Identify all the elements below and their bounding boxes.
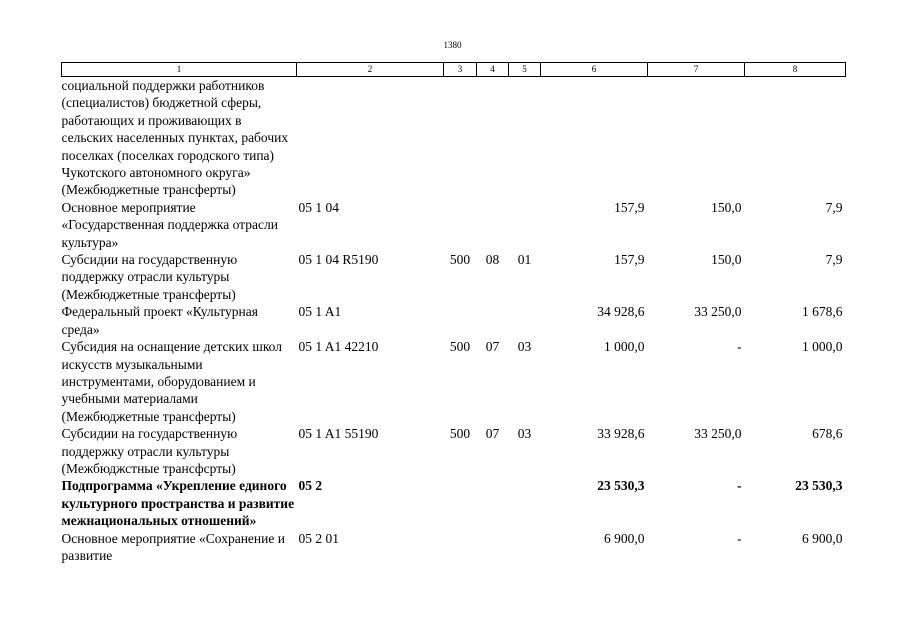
row-col5 [509,477,541,529]
table-row [62,77,846,199]
row-code: 05 2 01 [298,530,339,546]
column-header-3: 3 [444,63,477,77]
row-code [297,77,444,199]
row-col4: 08 [485,252,500,268]
row-name: Федеральный проект «Культурная среда» [61,304,258,337]
column-header-6: 6 [541,63,648,77]
table-header-row [62,63,846,77]
row-code: 05 1 A1 55190 [298,426,379,442]
row-federal: 33 250,0 [694,304,742,320]
row-regional: 678,6 [812,426,843,442]
table-row [62,199,846,251]
column-header-8: 8 [745,63,846,77]
row-col5 [509,77,541,199]
row-col5: 01 [517,252,532,268]
column-header-4: 4 [477,63,509,77]
row-total [541,77,648,199]
row-col4: 07 [485,426,500,442]
row-federal: 150,0 [711,252,742,268]
row-col5: 03 [517,426,532,442]
row-name: Основное мероприятие «Государственная поддержка отрасли культура» [61,199,278,250]
row-total: 157,9 [614,252,645,268]
row-code: 05 2 [298,478,323,494]
row-total: 34 928,6 [597,304,645,320]
row-col3 [444,199,477,251]
row-col3: 500 [449,252,471,268]
row-code: 05 1 04 [298,199,339,215]
row-regional: 6 900,0 [802,530,843,546]
row-col5 [509,303,541,338]
row-regional: 1 000,0 [802,339,843,355]
column-header-1: 1 [62,63,297,77]
row-col5 [509,199,541,251]
table-row [62,477,846,529]
row-col4 [477,303,509,338]
row-name: Подпрограмма «Укрепление единого культурного пространства и развитие межнациональных отношений» [61,478,295,529]
column-header-7: 7 [648,63,745,77]
row-total: 23 530,3 [597,478,645,494]
row-regional: 7,9 [825,252,843,268]
row-federal [648,77,745,199]
row-name: социальной поддержки работников (специалистов) бюджетной сферы, работающих и проживающих в сельских населенных пунктах, рабочих поселках (поселках городского типа) Чукотского автономного округа» (Межбюджетные трансферты) [61,78,289,198]
row-col3 [444,530,477,565]
row-regional: 1 678,6 [802,304,843,320]
row-regional: 7,9 [825,199,843,215]
row-col4 [477,199,509,251]
column-header-2: 2 [297,63,444,77]
row-col3 [444,477,477,529]
table-row [62,303,846,338]
row-total: 6 900,0 [604,530,645,546]
column-header-5: 5 [509,63,541,77]
row-name: Субсидии на государственную поддержку отрасли культуры (Межбюджстные трансфсрты) [61,426,238,476]
row-regional: 23 530,3 [795,478,843,494]
table-row [62,530,846,565]
budget-table [61,62,846,564]
row-name: Основное мероприятие «Сохранение и развитие [61,530,285,563]
row-col4 [477,477,509,529]
row-federal: - [737,478,742,494]
row-regional [745,77,846,199]
row-code: 05 1 04 R5190 [298,252,379,268]
row-col3: 500 [449,426,471,442]
row-total: 1 000,0 [604,339,645,355]
page-number: 1380 [443,40,462,50]
row-federal: 150,0 [711,199,742,215]
table-row [62,251,846,303]
table-row [62,338,846,425]
row-code: 05 1 A1 42210 [298,339,379,355]
row-total: 157,9 [614,199,645,215]
row-code: 05 1 A1 [298,304,342,320]
row-federal: - [737,530,742,546]
row-federal: 33 250,0 [694,426,742,442]
row-col5: 03 [517,339,532,355]
row-total: 33 928,6 [597,426,645,442]
row-name: Субсидии на государственную поддержку отрасли культуры (Межбюджетные трансферты) [61,252,238,302]
row-col4 [477,77,509,199]
row-col5 [509,530,541,565]
row-col4 [477,530,509,565]
row-col3: 500 [449,339,471,355]
table-row [62,425,846,477]
row-federal: - [737,339,742,355]
row-col4: 07 [485,339,500,355]
row-name: Субсидия на оснащение детских школ искусств музыкальными инструментами, оборудованием и учебными материалами (Межбюджетные трансферты) [61,339,282,424]
row-col3 [444,77,477,199]
row-col3 [444,303,477,338]
